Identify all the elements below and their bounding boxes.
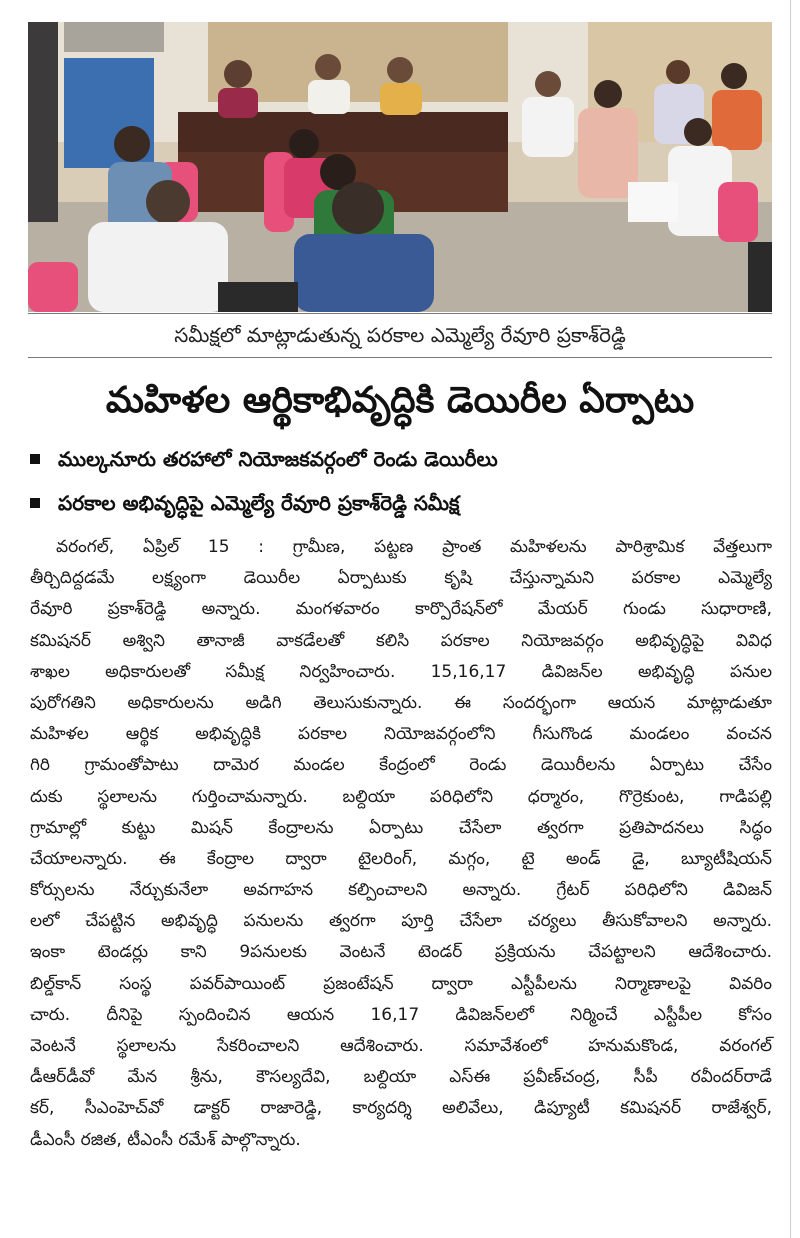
- body-line: కర్, సీఎంహెచ్‌వో డాక్టర్ రాజారెడ్డి, కార్యదర్శి అలివేలు, డిప్యూటీ కమిషనర్ రాజేశ్వర్,: [30, 1098, 772, 1119]
- body-line: కోర్సులను నేర్చుకునేలా అవగాహన కల్పించాలని అన్నారు. గ్రేటర్ పరిధిలోని డివిజన్: [30, 880, 772, 901]
- photo-caption: సమీక్షలో మాట్లాడుతున్న పరకాల ఎమ్మెల్యే రేవూరి ప్రకాశ్‌రెడ్డి: [174, 323, 626, 347]
- subhead-text: ముల్కనూరు తరహాలో నియోజకవర్గంలో రెండు డెయిరీలు: [58, 447, 498, 471]
- body-line: ఇంకా టెండర్లు కాని 9పనులకు వెంటనే టెండర్ ప్రక్రియను చేపట్టాలని ఆదేశించారు.: [30, 942, 772, 963]
- body-line: మహిళల ఆర్థిక అభివృద్ధికి పరకాల నియోజవర్గంలోని గీసుగొండ మండలం వంచన: [30, 724, 772, 745]
- body-line: లలో చేపట్టిన అభివృద్ధి పనులను త్వరగా పూర్తి చేసేలా చర్యలు తీసుకోవాలని అన్నారు.: [30, 911, 772, 932]
- body-line: దుకు స్థలాలను గుర్తించామన్నారు. బల్దియా పరిధిలోని ధర్మారం, గొర్రెకుంట, గాడిపల్లి: [30, 786, 772, 807]
- body-line: చేయాలన్నారు. ఈ కేంద్రాల ద్వారా టైలరింగ్, మగ్గం, టై అండ్ డై, బ్యూటీషియన్: [30, 848, 772, 869]
- body-line: శాఖల అధికారులతో సమీక్ష నిర్వహించారు. 15,16,17 డివిజన్‌ల అభివృద్ధి పనుల: [30, 661, 772, 682]
- body-line: తీర్చిదిద్దడమే లక్ష్యంగా డెయిరీల ఏర్పాటుకు కృషి చేస్తున్నామని పరకాల ఎమ్మెల్యే: [30, 568, 772, 589]
- photo-rule: [28, 313, 772, 314]
- body-line: బిల్డ్‌కాన్ సంస్థ పవర్‌పాయింట్ ప్రజంటేషన్ ద్వారా ఎస్టీపీలను నిర్మాణాలపై వివరిం: [30, 973, 772, 994]
- article-body: [30, 532, 772, 1156]
- subhead-text: పరకాల అభివృద్ధిపై ఎమ్మెల్యే రేవూరి ప్రకాశ్‌రెడ్డి సమీక్ష: [58, 491, 460, 515]
- body-line: చారు. దీనిపై స్పందించిన ఆయన 16,17 డివిజన్‌లలో నిర్మించే ఎస్టీపీల కోసం: [30, 1004, 772, 1025]
- body-line: పురోగతిని అధికారులను అడిగి తెలుసుకున్నారు. ఈ సందర్భంగా ఆయన మాట్లాడుతూ: [30, 692, 772, 713]
- bullet-icon: [30, 454, 40, 464]
- body-line: కమిషనర్ అశ్విని తానాజీ వాకడేలతో కలిసి పరకాల నియోజవర్గం అభివృద్ధిపై వివిధ: [30, 630, 772, 651]
- subhead-1: [30, 442, 770, 476]
- headline: మహిళల ఆర్థికాభివృద్ధికి డెయిరీల ఏర్పాటు: [105, 380, 695, 421]
- body-line: వరంగల్, ఏప్రిల్ 15 : గ్రామీణ, పట్టణ ప్రాంత మహిళలను పారిశ్రామిక వేత్తలుగా: [56, 537, 772, 557]
- meeting-photo: [28, 22, 772, 312]
- body-line: రేవూరి ప్రకాశ్‌రెడ్డి అన్నారు. మంగళవారం కార్పొరేషన్‌లో మేయర్ గుండు సుధారాణి,: [30, 599, 772, 620]
- body-line: గిరి గ్రామంతోపాటు దామెర మండల కేంద్రంలో రెండు డెయిరీలను ఏర్పాటు చేసేం: [30, 755, 772, 776]
- body-line: వెంటనే స్థలాలను సేకరించాలని ఆదేశించారు. సమావేశంలో హనుమకొండ, వరంగల్: [30, 1036, 772, 1056]
- body-line: డీఆర్‌డీవో మేన శ్రీను, కౌసల్యదేవి, బల్దియా ఎస్ఈ ప్రవీణ్‌చంద్ర, సీపీ రవీందర్‌రాడే: [30, 1067, 772, 1088]
- caption-rule: [28, 357, 772, 358]
- column-rule: [790, 0, 791, 1238]
- subhead-2: [30, 486, 770, 520]
- body-line: గ్రామాల్లో కుట్టు మిషన్ కేంద్రాలను ఏర్పాటు చేసేలా త్వరగా ప్రతిపాదనలు సిద్ధం: [30, 817, 772, 838]
- bullet-icon: [30, 498, 40, 508]
- body-line: డీఎంసీ రజిత, టీఎంసీ రమేశ్ పాల్గొన్నారు.: [30, 1129, 301, 1150]
